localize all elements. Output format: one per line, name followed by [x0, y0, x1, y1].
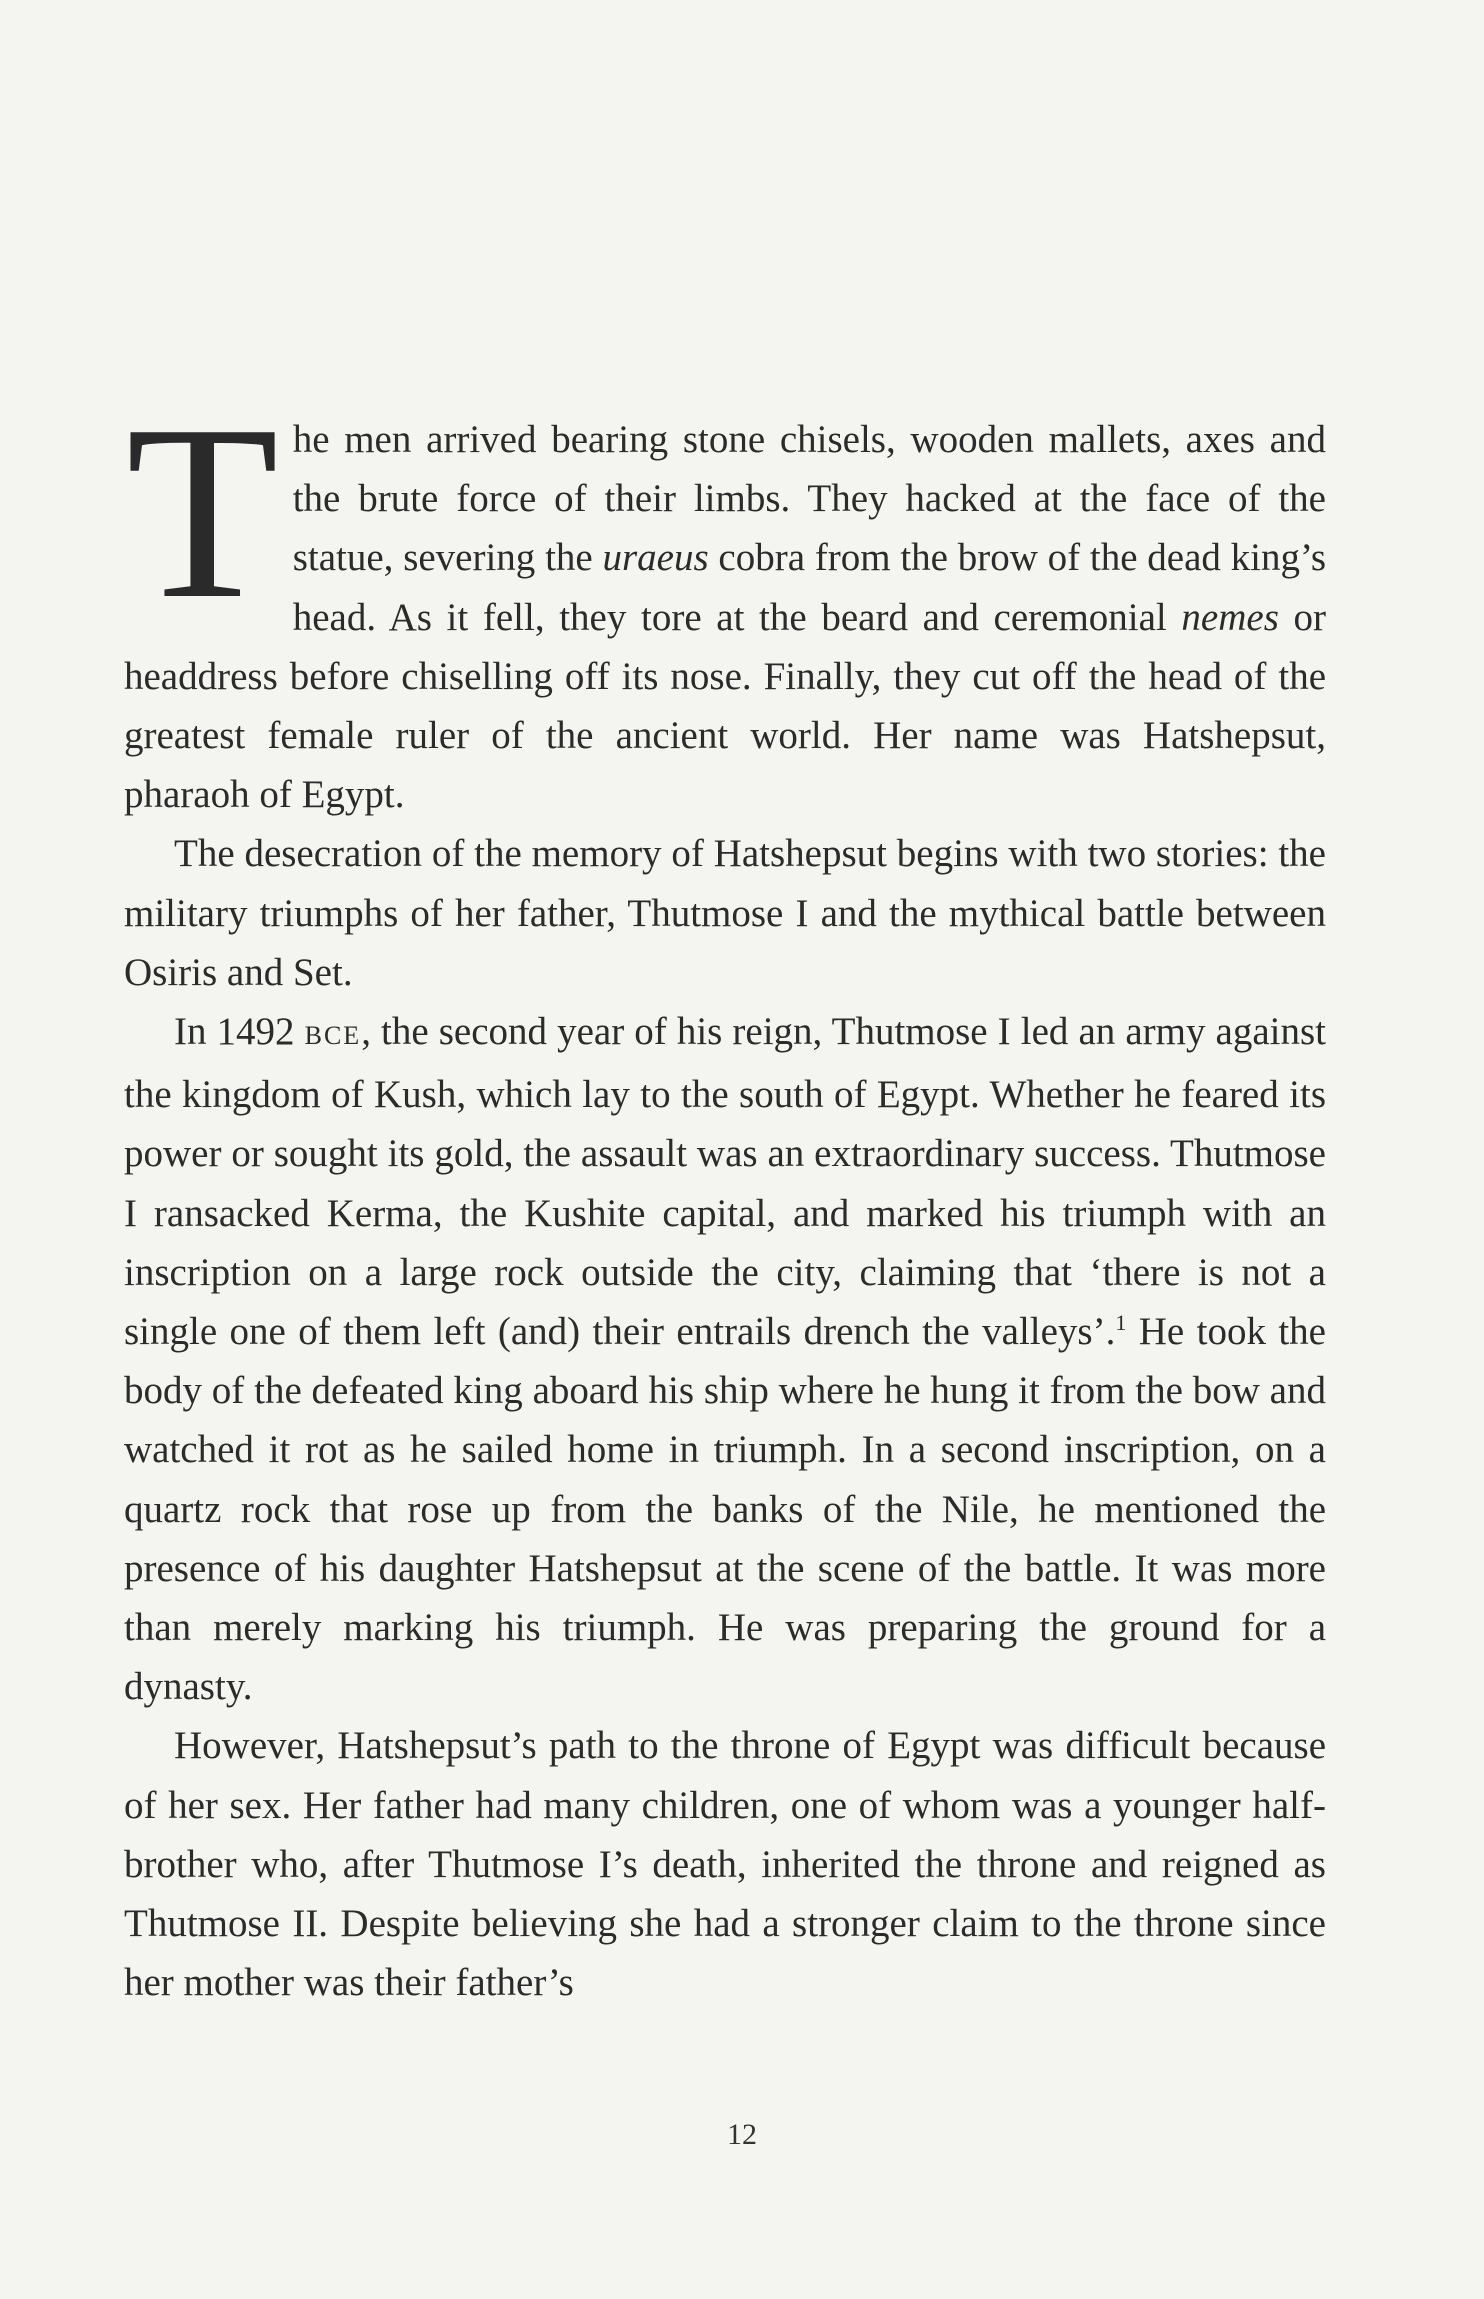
paragraph-1-part-3: or headdress before chiselling off its nose. Finally, they cut off the head of the greatest female ruler of the ancient world. Her name was Hatshepsut, pharaoh of Egypt.	[124, 595, 1326, 817]
body-text	[124, 374, 1326, 2012]
paragraph-3-part-1: In 1492	[174, 1010, 305, 1054]
footnote-marker[interactable]: 1	[1115, 1310, 1127, 1336]
paragraph-3	[124, 1002, 1326, 1716]
drop-cap: T	[126, 374, 277, 651]
paragraph-3-part-2: , the second year of his reign, Thutmose I led an army against the kingdom of Kush, which lay to the south of Egypt. Whether he feared its power or sought its gold, the assault was an extraordinary success. Thutmose I ransacked Kerma, the Kushite capital, and marked his triumph with an inscription on a large rock outside the city, claiming that ‘there is not a single one of them left (and) their entrails drench the valleys’.	[124, 1010, 1326, 1354]
italic-term-nemes: nemes	[1181, 595, 1279, 639]
italic-term-uraeus: uraeus	[602, 536, 709, 580]
paragraph-1-part-1: he men arrived bearing stone chisels, wooden mallets, axes and the brute force of their limbs. They hacked at the face of the statue, severing the	[292, 418, 1326, 580]
paragraph-4: However, Hatshepsut’s path to the throne of Egypt was difficult because of her sex. Her father had many children, one of whom was a younger half-brother who, after Thutmose I’s death, inherited the throne and reigned as Thutmose II. Despite believing she had a stronger claim to the throne since her mother was their father’s	[124, 1724, 1326, 2005]
paragraph-1-part-2: cobra from the brow of the dead king’s head. As it fell, they tore at the beard and ceremonial	[292, 536, 1326, 639]
paragraph-3-part-3: He took the body of the defeated king aboard his ship where he hung it from the bow and watched it rot as he sailed home in triumph. In a second inscription, on a quartz rock that rose up from the banks of the Nile, he mentioned the presence of his daughter Hatshepsut at the scene of the battle. It was more than merely marking his triumph. He was preparing the ground for a dynasty.	[124, 1310, 1326, 1709]
paragraph-opening	[124, 374, 1326, 824]
page-number: 12	[727, 2118, 757, 2151]
era-abbreviation: BCE	[304, 1021, 362, 1051]
paragraph-2: The desecration of the memory of Hatshepsut begins with two stories: the military triumphs of her father, Thutmose I and the mythical battle between Osiris and Set.	[124, 832, 1326, 994]
